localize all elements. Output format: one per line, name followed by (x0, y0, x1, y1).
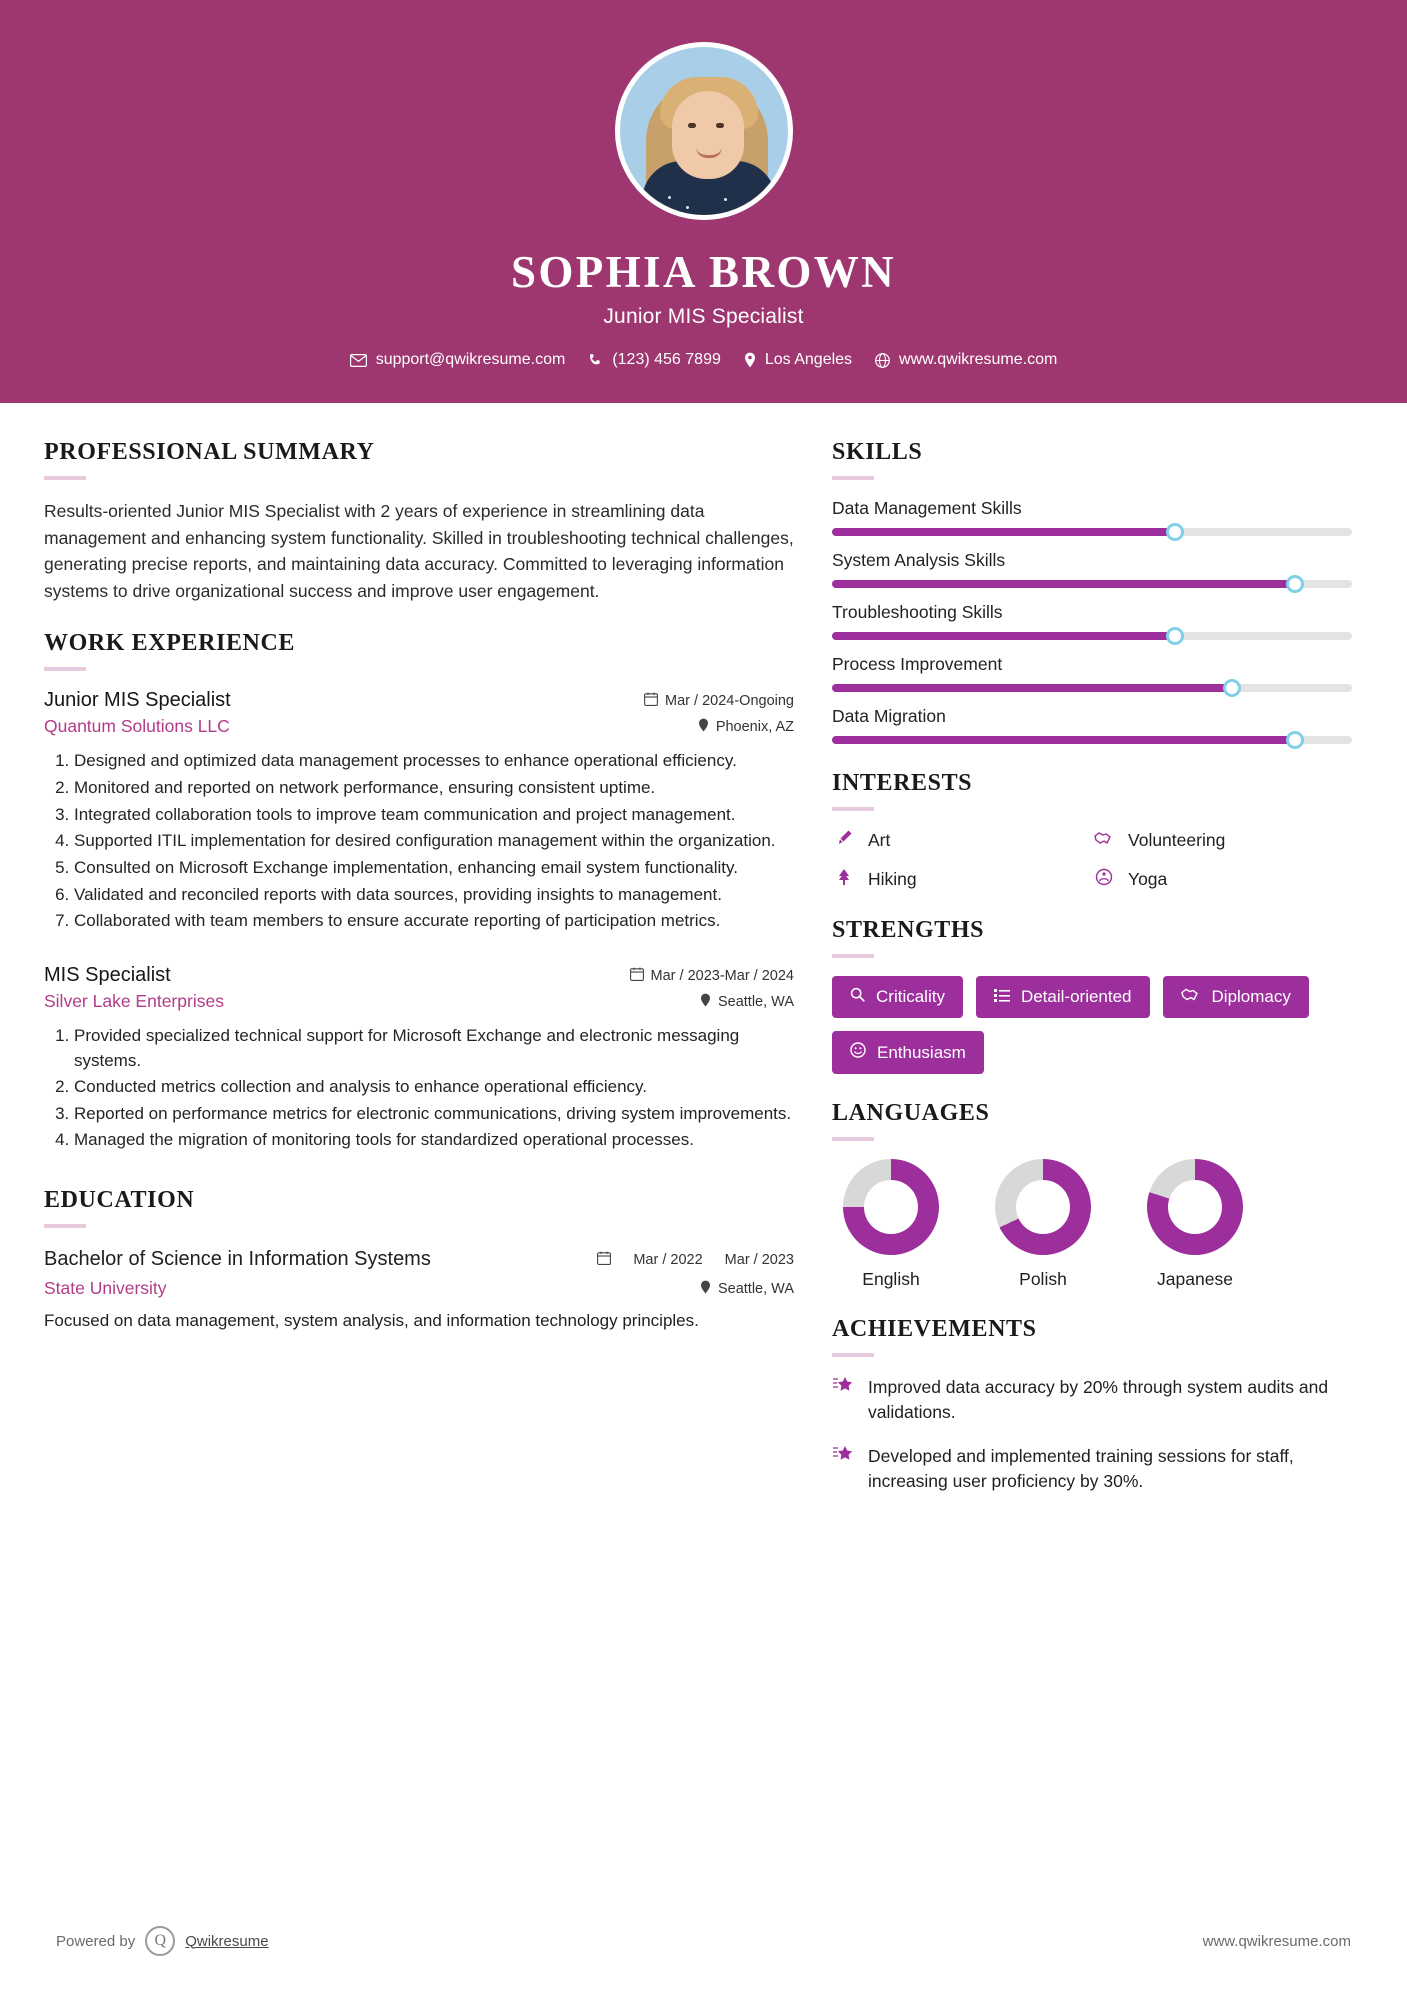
list-item: 1. Designed and optimized data management processes to enhance operational efficiency. (74, 749, 794, 774)
section-professional-summary (44, 439, 794, 604)
divider (832, 1353, 874, 1357)
globe-icon (875, 353, 890, 368)
list-item: 5. Consulted on Microsoft Exchange implementation, enhancing email system functionality. (74, 856, 794, 881)
education-degree: Bachelor of Science in Information Systems (44, 1248, 431, 1271)
skill-label: System Analysis Skills (832, 550, 1006, 570)
education-location (700, 1280, 794, 1298)
strength-label: Detail-oriented (1020, 987, 1132, 1006)
work-heading: WORK EXPERIENCE (44, 630, 296, 657)
skill-bar (832, 528, 1352, 536)
languages-heading: LANGUAGES (832, 1100, 990, 1126)
interest-item (1092, 829, 1352, 852)
location-pin-icon (700, 1280, 711, 1298)
star-badge-icon (832, 1375, 854, 1426)
work-dates (644, 692, 794, 710)
summary-text: Results-oriented Junior MIS Specialist with 2 years of experience in streamlining data management and enhancing system functionality. Skilled in troubleshooting technical challenges, generating precise reports, and maintaining data accuracy. Committed to leveraging information systems to drive organizational success and improve user engagement. (44, 501, 794, 601)
list-item: 7. Collaborated with team members to ensure accurate reporting of participation metrics. (74, 909, 794, 934)
divider (44, 476, 86, 480)
work-entry (44, 689, 794, 933)
job-title-subtitle: Junior MIS Specialist (603, 305, 804, 328)
language-label: Polish (1019, 1269, 1067, 1289)
contact-location-text: Los Angeles (764, 351, 853, 368)
location-pin-icon (698, 718, 709, 736)
interest-label: Art (868, 830, 891, 850)
list-item: 4. Managed the migration of monitoring tools for standardized operational processes. (74, 1128, 794, 1153)
resume-body (0, 403, 1407, 1521)
divider (832, 1137, 874, 1141)
right-column (832, 439, 1352, 1521)
paintbrush-icon (832, 829, 856, 852)
contact-bar (0, 351, 1407, 369)
page-title: SOPHIA BROWN (510, 247, 897, 297)
interests-heading: INTERESTS (832, 770, 973, 796)
contact-location[interactable] (737, 351, 859, 369)
language-label: Japanese (1157, 1269, 1233, 1289)
list-item: 2. Monitored and reported on network performance, ensuring consistent uptime. (74, 776, 794, 801)
language-donut (1147, 1159, 1243, 1255)
education-dates (597, 1251, 794, 1269)
location-pin-icon (744, 352, 756, 368)
language-item (984, 1159, 1102, 1290)
education-description: Focused on data management, system analysis, and information technology principles. (44, 1311, 699, 1331)
work-title: MIS Specialist (44, 963, 171, 986)
section-work-experience (44, 630, 794, 1153)
handshake-icon (1181, 987, 1201, 1007)
work-location (698, 718, 794, 736)
skill-bar (832, 736, 1352, 744)
brand-link[interactable]: Qwikresume (185, 1932, 269, 1950)
summary-heading: PROFESSIONAL SUMMARY (44, 439, 375, 465)
footer-brand[interactable] (56, 1926, 269, 1956)
education-location-text: Seattle, WA (717, 1281, 794, 1298)
skill-label: Troubleshooting Skills (832, 602, 1003, 622)
list-item: 6. Validated and reconciled reports with data sources, providing insights to management. (74, 883, 794, 908)
resume-header (0, 0, 1407, 403)
envelope-icon (350, 354, 367, 367)
strength-chip (1163, 976, 1309, 1018)
divider (832, 954, 874, 958)
language-label: English (862, 1269, 920, 1289)
star-badge-icon (832, 1444, 854, 1495)
skill-label: Process Improvement (832, 654, 1003, 674)
achievement-item (832, 1444, 1352, 1495)
divider (44, 667, 86, 671)
work-bullets (44, 1024, 794, 1153)
skill-bar (832, 580, 1352, 588)
phone-icon (588, 353, 603, 368)
calendar-icon (644, 692, 658, 710)
contact-email-text: support@qwikresume.com (375, 351, 566, 368)
strength-label: Enthusiasm (877, 1042, 966, 1062)
section-education (44, 1187, 794, 1334)
search-icon (850, 987, 865, 1007)
calendar-icon (630, 967, 644, 985)
skill-item (832, 550, 1352, 588)
skill-label: Data Migration (832, 706, 946, 726)
strength-label: Criticality (876, 987, 945, 1006)
list-item: 2. Conducted metrics collection and analysis to enhance operational efficiency. (74, 1075, 794, 1100)
work-dates-text: Mar / 2024-Ongoing (665, 693, 794, 710)
section-languages (832, 1100, 1352, 1290)
education-school: State University (44, 1278, 167, 1299)
education-start: Mar / 2022 (633, 1251, 703, 1268)
strength-chip (976, 976, 1150, 1018)
interest-label: Hiking (868, 869, 917, 889)
skill-item (832, 498, 1352, 536)
skill-label: Data Management Skills (832, 498, 1022, 518)
work-location-text: Seattle, WA (717, 993, 794, 1010)
list-item: 3. Integrated collaboration tools to improve team communication and project management. (74, 803, 794, 828)
list-icon (994, 987, 1010, 1007)
list-item: 4. Supported ITIL implementation for desired configuration management within the organization. (74, 829, 794, 854)
tree-icon (832, 868, 856, 891)
work-location (700, 993, 794, 1011)
interest-item (1092, 868, 1352, 891)
education-heading: EDUCATION (44, 1187, 195, 1214)
skill-item (832, 602, 1352, 640)
contact-phone-text: (123) 456 7899 (612, 351, 721, 368)
list-item: 1. Provided specialized technical support for Microsoft Exchange and electronic messaging systems. (74, 1024, 794, 1073)
strengths-heading: STRENGTHS (832, 917, 985, 943)
work-location-text: Phoenix, AZ (715, 719, 794, 736)
contact-email[interactable] (343, 351, 573, 369)
page-footer (0, 1926, 1407, 1956)
strength-label: Diplomacy (1211, 987, 1291, 1006)
avatar (615, 42, 793, 220)
section-interests (832, 770, 1352, 891)
achievement-item (832, 1375, 1352, 1426)
divider (832, 807, 874, 811)
skill-item (832, 706, 1352, 744)
contact-website-text: www.qwikresume.com (899, 351, 1058, 368)
powered-by-label: Powered by (56, 1932, 136, 1950)
language-item (1136, 1159, 1254, 1290)
calendar-icon (597, 1251, 611, 1269)
achievements-heading: ACHIEVEMENTS (832, 1316, 1037, 1342)
achievement-text: Improved data accuracy by 20% through system audits and validations. (868, 1377, 1329, 1423)
work-dates (630, 967, 794, 985)
smiley-icon (850, 1042, 866, 1063)
skills-heading: SKILLS (832, 439, 923, 465)
section-achievements (832, 1316, 1352, 1495)
skill-item (832, 654, 1352, 692)
section-skills (832, 439, 1352, 744)
work-company: Quantum Solutions LLC (44, 716, 230, 737)
strength-chip (832, 1031, 984, 1074)
section-strengths (832, 917, 1352, 1074)
interest-label: Volunteering (1128, 830, 1226, 850)
interest-item (832, 829, 1092, 852)
skill-bar (832, 684, 1352, 692)
work-bullets (44, 749, 794, 933)
achievement-text: Developed and implemented training sessions for staff, increasing user proficiency by 30%. (868, 1445, 1294, 1492)
work-dates-text: Mar / 2023-Mar / 2024 (650, 967, 794, 984)
divider (832, 476, 874, 480)
language-item (832, 1159, 950, 1290)
contact-phone[interactable] (581, 351, 728, 369)
contact-website[interactable] (868, 351, 1064, 369)
qwikresume-logo-icon: Q (145, 1926, 175, 1956)
work-title: Junior MIS Specialist (44, 689, 231, 712)
interest-label: Yoga (1128, 869, 1168, 889)
work-company: Silver Lake Enterprises (44, 990, 224, 1011)
work-entry (44, 964, 794, 1153)
education-end: Mar / 2023 (724, 1251, 794, 1268)
interest-item (832, 868, 1092, 891)
list-item: 3. Reported on performance metrics for electronic communications, driving system improvements. (74, 1102, 794, 1127)
language-donut (843, 1159, 939, 1255)
location-pin-icon (700, 993, 711, 1011)
strength-chip (832, 976, 963, 1018)
skill-bar (832, 632, 1352, 640)
divider (44, 1224, 86, 1228)
education-entry (44, 1246, 794, 1334)
left-column (44, 439, 794, 1521)
language-donut (995, 1159, 1091, 1255)
footer-url[interactable]: www.qwikresume.com (1202, 1932, 1351, 1950)
yoga-icon (1092, 868, 1116, 891)
handshake-icon (1092, 830, 1116, 851)
